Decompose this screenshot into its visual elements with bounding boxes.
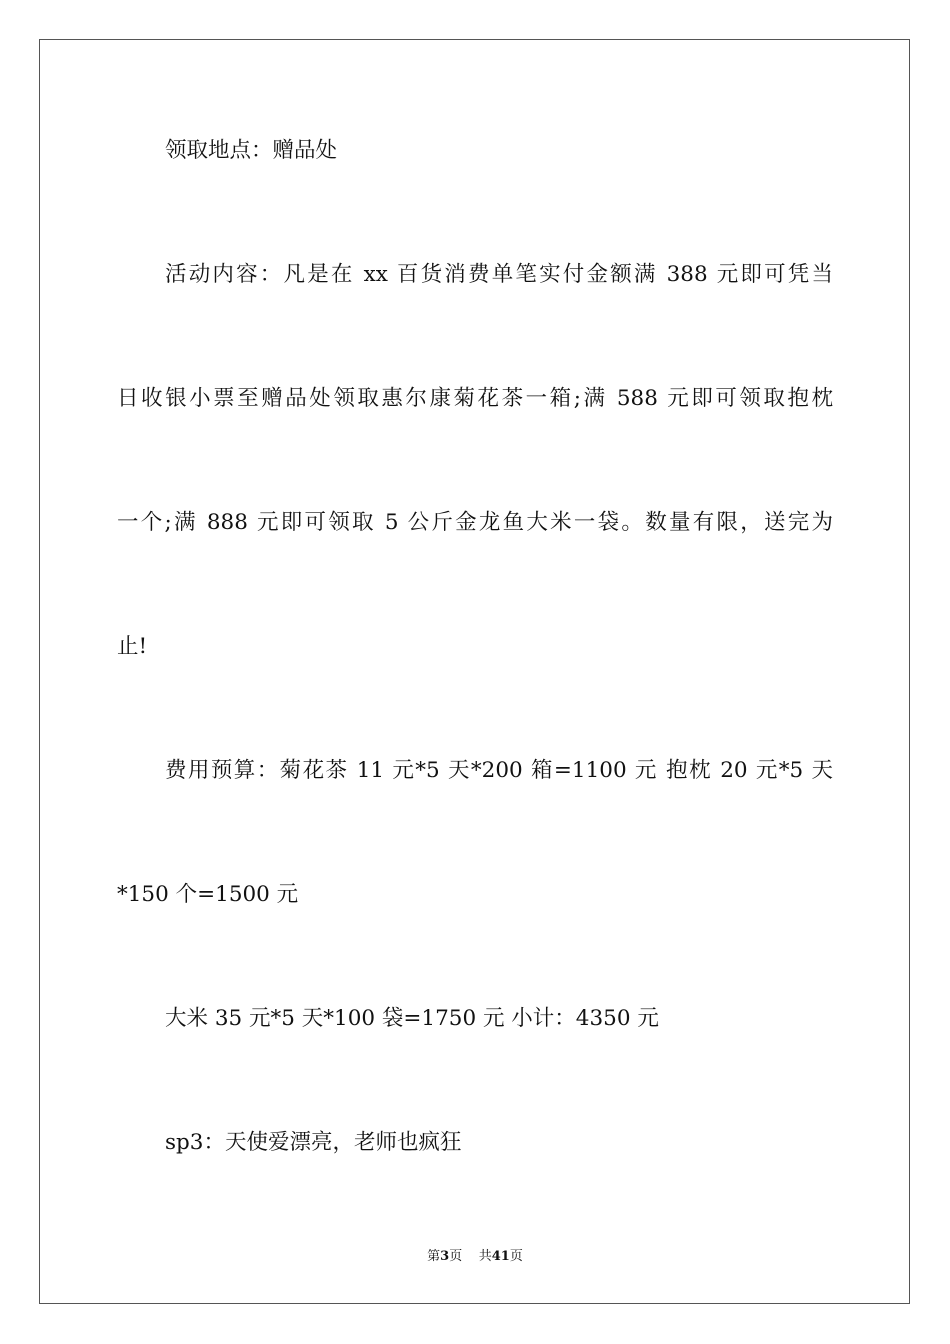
page-border	[39, 39, 910, 1304]
footer-total-pages: 41	[491, 1249, 510, 1264]
budget-line-2: *150 个=1500 元	[117, 882, 299, 907]
footer-page-number: 3	[440, 1249, 450, 1264]
page-footer	[0, 1250, 950, 1263]
section-heading-sp3: sp3：天使爱漂亮，老师也疯狂	[165, 1130, 462, 1155]
footer-page-suffix: 页	[449, 1249, 463, 1264]
activity-content-line-3: 一个;满 888 元即可领取 5 公斤金龙鱼大米一袋。数量有限，送完为	[117, 510, 833, 535]
footer-page-prefix: 第	[427, 1249, 441, 1264]
footer-total-prefix: 共	[478, 1249, 492, 1264]
footer-total-suffix: 页	[509, 1249, 523, 1264]
activity-content-line-4: 止!	[117, 634, 148, 659]
activity-content-line-1: 活动内容：凡是在 xx 百货消费单笔实付金额满 388 元即可凭当	[165, 262, 833, 287]
budget-line-1: 费用预算：菊花茶 11 元*5 天*200 箱=1100 元 抱枕 20 元*5 天	[165, 758, 833, 783]
pickup-location-line: 领取地点：赠品处	[165, 138, 338, 163]
budget-line-3: 大米 35 元*5 天*100 袋=1750 元 小计：4350 元	[165, 1006, 659, 1031]
activity-content-line-2: 日收银小票至赠品处领取惠尔康菊花茶一箱;满 588 元即可领取抱枕	[117, 386, 833, 411]
